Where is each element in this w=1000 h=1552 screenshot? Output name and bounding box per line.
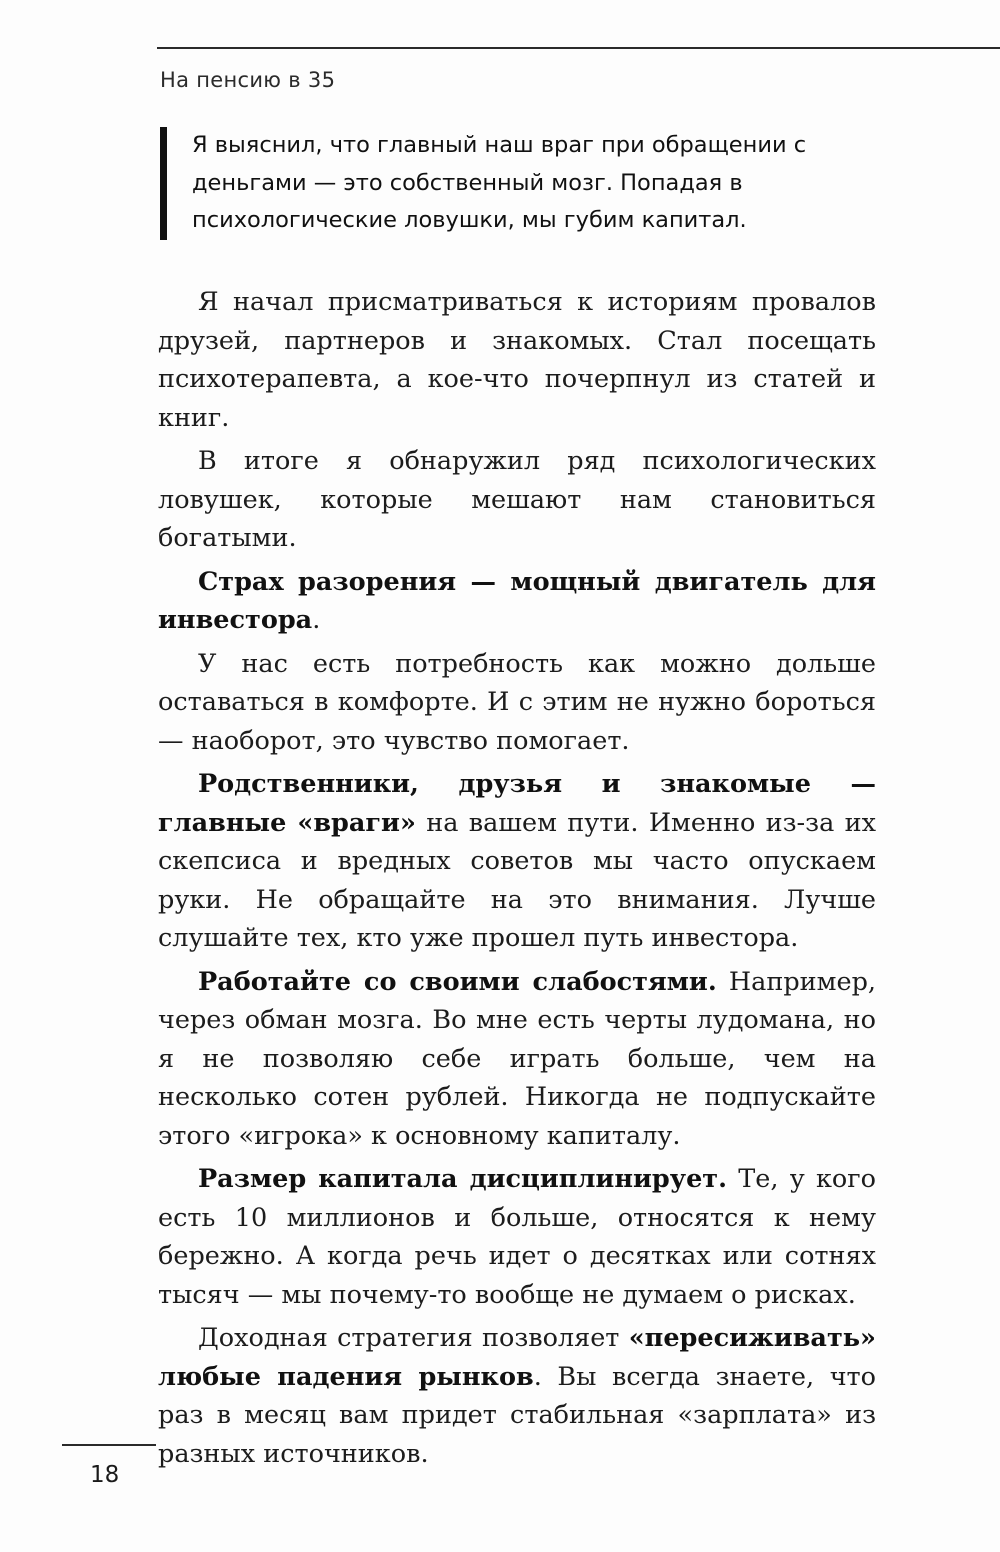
pull-quote-text: Я выяснил, что главный наш враг при обращении с деньгами — это собственный мозг. Попадая в психологические ловушки, мы губим капитал. [192, 132, 807, 233]
header-rule [157, 47, 1000, 49]
page-number: 18 [90, 1462, 120, 1488]
paragraph [158, 442, 876, 558]
paragraph-bold-lead: Страх разорения — мощный двигатель для инвестора [158, 566, 876, 635]
paragraph-text: Те, у кого есть 10 миллионов и больше, относятся к нему бережно. А когда речь идет о десятках или сотнях тысяч — мы почему-то вообще не думаем о рисках. [158, 1164, 876, 1310]
paragraph [158, 645, 876, 761]
body-text [158, 283, 876, 1478]
paragraph-text: Я начал присматриваться к историям провалов друзей, партнеров и знакомых. Стал посещать психотерапевта, а кое-что почерпнул из статей и книг. [158, 287, 876, 433]
paragraph [158, 1319, 876, 1473]
paragraph-text: Например, через обман мозга. Во мне есть черты лудомана, но я не позволяю себе играть больше, чем на несколько сотен рублей. Никогда не подпускайте этого «игрока» к основному капиталу. [158, 966, 876, 1151]
footer-rule [62, 1444, 156, 1446]
pull-quote [160, 127, 892, 240]
paragraph [158, 1160, 876, 1314]
paragraph-bold-phrase: «пересиживать» любые падения рынков [158, 1323, 876, 1392]
paragraph-text: В итоге я обнаружил ряд психологических ловушек, которые мешают нам становиться богатыми. [158, 446, 876, 553]
paragraph [158, 963, 876, 1156]
paragraph [158, 563, 876, 640]
paragraph-text: . [312, 605, 321, 635]
paragraph-text-pre: Доходная стратегия позволяет [198, 1323, 629, 1353]
paragraph-bold-lead: Родственники, друзья и знакомые — главные «враги» [158, 769, 876, 838]
paragraph-bold-lead: Работайте со своими слабостями. [198, 966, 717, 997]
paragraph [158, 283, 876, 437]
running-title: На пенсию в 35 [160, 68, 336, 92]
paragraph [158, 765, 876, 958]
paragraph-text: У нас есть потребность как можно дольше оставаться в комфорте. И с этим не нужно бороться — наоборот, это чувство помогает. [158, 648, 876, 756]
paragraph-text: . Вы всегда знаете, что раз в месяц вам придет стабильная «зарплата» из разных источников. [158, 1361, 877, 1469]
paragraph-text: на вашем пути. Именно из-за их скепсиса и вредных советов мы часто опускаем руки. Не обращайте на это внимания. Лучше слушайте тех, кто уже прошел путь инвестора. [158, 807, 876, 953]
paragraph-bold-lead: Размер капитала дисциплинирует. [198, 1164, 727, 1194]
